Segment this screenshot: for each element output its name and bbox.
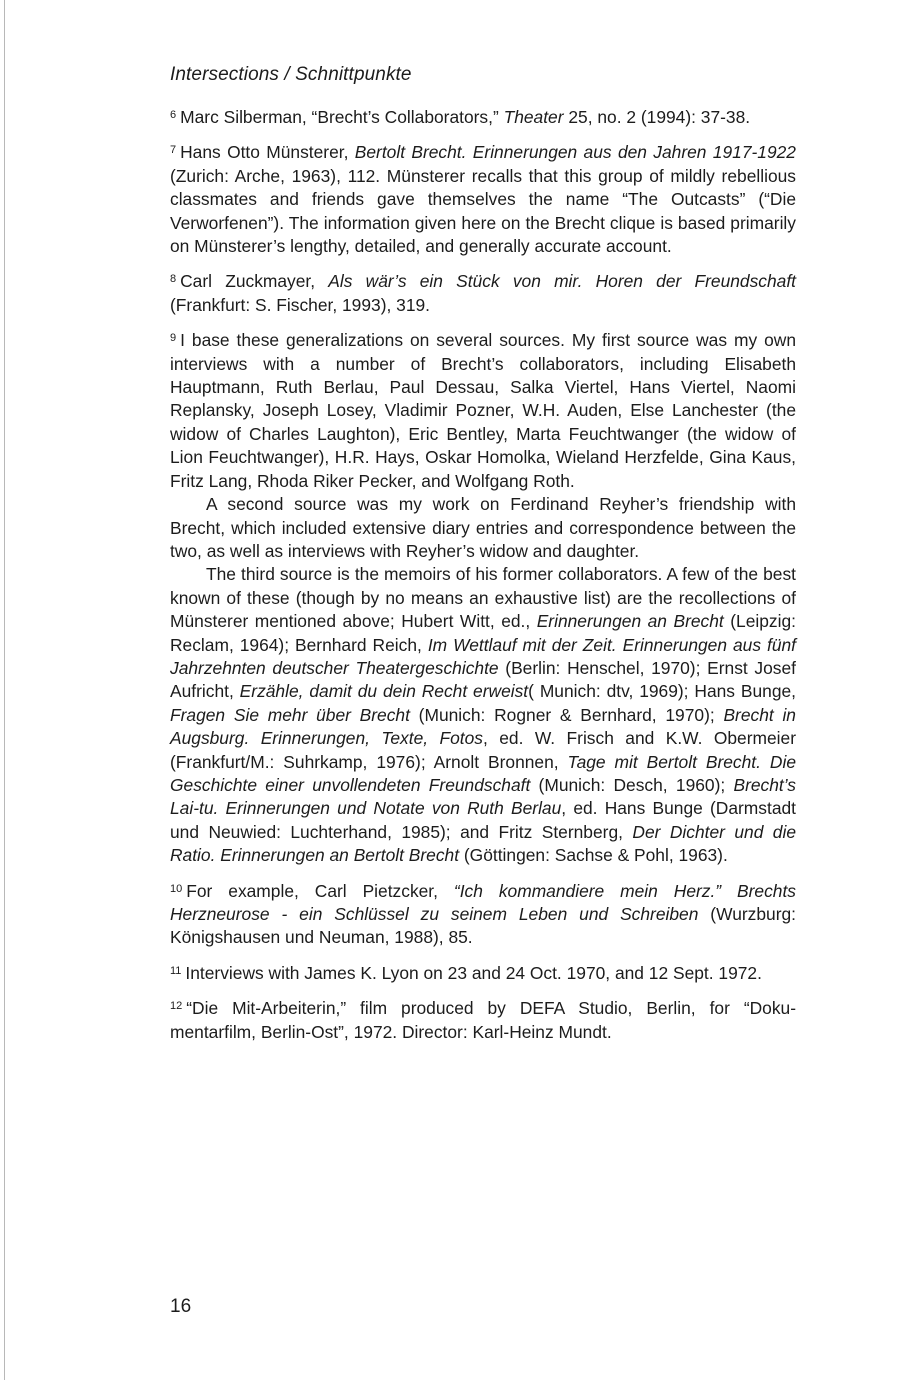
note-text: A second source was my work on Ferdinand Reyher’s friendship with Brecht, which included extensive diary entries and correspondence between the two, as well as interviews with Reyher’s widow and daughter.	[170, 494, 796, 561]
note-text: (Frankfurt: S. Fischer, 1993), 319.	[170, 294, 431, 315]
page-body	[170, 62, 796, 1056]
endnote-number: 9	[170, 332, 177, 345]
italic-title-text: Erinnerungen an Brecht	[536, 611, 724, 632]
italic-title-text: Fragen Sie mehr über Brecht	[170, 704, 410, 725]
endnote-number: 7	[170, 144, 177, 157]
endnote	[170, 141, 796, 258]
italic-title-text: Erzähle, damit du dein Recht erweist	[239, 681, 529, 702]
endnote-paragraph	[170, 329, 796, 493]
italic-title-text: “Ich kommandiere mein Herz.” Brechts Herzneurose - ein Schlüssel zu seinem Leben und Schreiben	[170, 880, 796, 924]
italic-title-text: Brecht in Augsburg. Erinnerungen, Texte, Fotos	[170, 704, 796, 749]
endnote	[170, 997, 796, 1044]
italic-title-text: Bertolt Brecht. Erinnerungen aus den Jahren 1917-1922	[354, 142, 796, 163]
endnote-paragraph	[170, 493, 796, 563]
endnote-number: 12	[170, 1000, 183, 1013]
note-text: 25, no. 2 (1994): 37-38.	[563, 107, 751, 127]
note-text: (Wurzburg: Königshausen und Neuman, 1988), 85.	[170, 904, 796, 948]
note-text: (Leipzig: Reclam, 1964); Bernhard Reich,	[170, 611, 796, 655]
page-number: 16	[170, 1296, 192, 1317]
note-text: (Zurich: Arche, 1963), 112. Münsterer recalls that this group of mildly rebellious classmates and friends gave themselves the name “The Outcasts” (“Die Verworfenen”). The information given here on the Brecht clique is based primarily on Münsterer’s lengthy, detailed, and generally accurate account.	[170, 165, 796, 257]
endnote	[170, 962, 796, 985]
note-text: Carl Zuckmayer,	[180, 271, 329, 292]
endnote	[170, 270, 796, 317]
endnote-paragraph	[170, 563, 796, 867]
running-head: Intersections / Schnittpunkte	[170, 64, 412, 85]
endnote	[170, 329, 796, 867]
note-text: , ed. Hans Bunge (Darmstadt und Neuwied: Luchterhand, 1985); and Fritz Sternberg,	[170, 798, 796, 842]
endnotes-list	[170, 106, 796, 1044]
endnote	[170, 106, 796, 129]
note-text: Hans Otto Münsterer,	[180, 142, 355, 163]
note-text: ( Munich: dtv, 1969); Hans Bunge,	[528, 681, 796, 702]
note-text: Marc Silberman, “Brecht’s Collaborators,”	[180, 107, 504, 127]
note-text: (Munich: Rogner & Bernhard, 1970);	[409, 704, 724, 725]
endnote-paragraph	[170, 141, 796, 258]
note-text: (Göttingen: Sachse & Pohl, 1963).	[459, 845, 728, 866]
note-text: Interviews with James K. Lyon on 23 and 24 Oct. 1970, and 12 Sept. 1972.	[185, 962, 762, 983]
scan-edge-line	[4, 0, 5, 1380]
note-text: , ed. W. Frisch and K.W. Obermeier (Frankfurt/M.: Suhrkamp, 1976); Arnolt Bronnen,	[170, 728, 796, 772]
endnote-number: 11	[170, 964, 182, 977]
endnote-number: 6	[170, 109, 177, 121]
italic-title-text: Als wär’s ein Stück von mir. Horen der Freundschaft	[328, 271, 796, 292]
note-text: The third source is the memoirs of his former collaborators. A few of the best known of these (though by no means an exhaustive list) are the recollections of Münsterer mentioned above; Hubert Witt, ed.,	[170, 564, 796, 632]
endnote-paragraph	[170, 106, 796, 129]
italic-title-text: Brecht’s Lai-tu. Erinnerungen und Notate von Ruth Berlau	[170, 774, 796, 819]
endnote	[170, 880, 796, 950]
endnote-paragraph	[170, 962, 796, 985]
italic-title-text: Tage mit Bertolt Brecht. Die Geschichte einer unvollendeten Freundschaft	[170, 751, 797, 795]
italic-title-text: Im Wettlauf mit der Zeit. Erinnerungen aus fünf Jahrzehnten deutscher Theatergeschichte	[170, 634, 796, 678]
note-text: “Die Mit-Arbeiterin,” film produced by DEFA Studio, Berlin, for “Doku-mentarfilm, Berlin-Ost”, 1972. Director: Karl-Heinz Mundt.	[170, 998, 796, 1042]
note-text: I base these generalizations on several sources. My first source was my own interviews with a number of Brecht’s collaborators, including Elisabeth Hauptmann, Ruth Berlau, Paul Dessau, Salka Viertel, Hans Viertel, Naomi Replansky, Joseph Losey, Vladimir Pozner, W.H. Auden, Else Lanchester (the widow of Charles Laughton), Eric Bentley, Marta Feuchtwanger (the widow of Lion Feuchtwanger), H.R. Hays, Oskar Homolka, Wieland Herzfelde, Gina Kaus, Fritz Lang, Rhoda Riker Pecker, and Wolfgang Roth.	[170, 330, 796, 491]
endnote-number: 8	[170, 273, 177, 286]
note-text: (Munich: Desch, 1960);	[530, 774, 734, 795]
endnote-paragraph	[170, 997, 796, 1044]
note-text: For example, Carl Pietzcker,	[186, 880, 454, 901]
endnote-paragraph	[170, 270, 796, 317]
endnote-number: 10	[170, 882, 183, 895]
italic-title-text: Theater	[503, 107, 564, 127]
note-text: (Berlin: Henschel, 1970); Ernst Josef Aufricht,	[170, 657, 796, 702]
italic-title-text: Der Dichter und die Ratio. Erinnerungen an Bertolt Brecht	[170, 821, 797, 866]
endnote-paragraph	[170, 880, 796, 950]
